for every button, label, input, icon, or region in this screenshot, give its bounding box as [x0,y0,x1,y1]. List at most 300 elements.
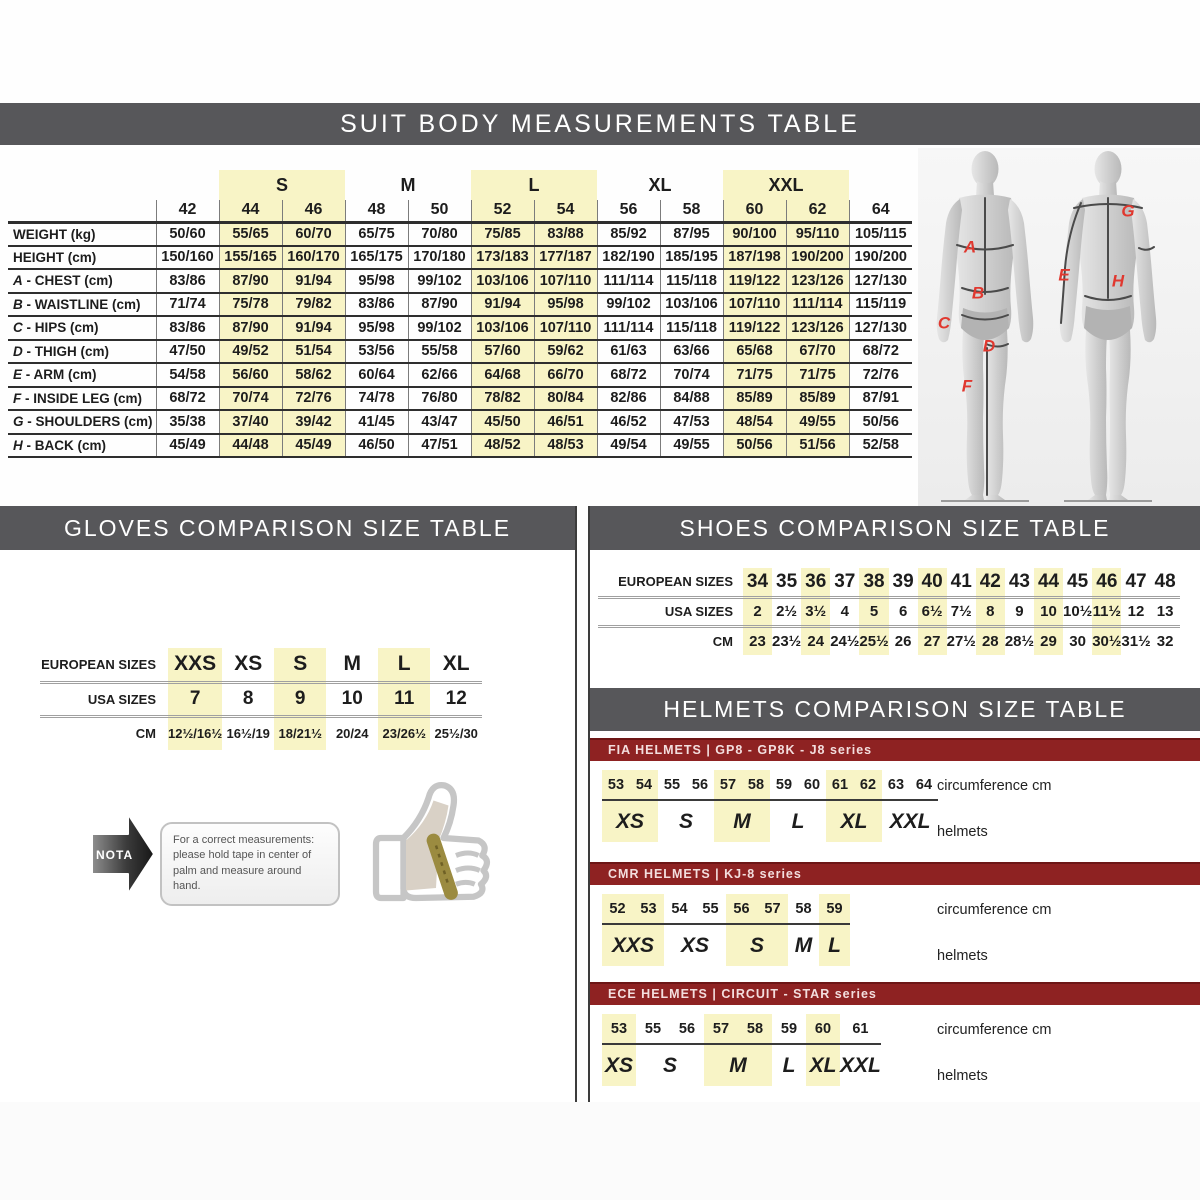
measurement-cell: 187/198 [723,246,786,270]
measurement-cell: 68/72 [156,387,219,411]
measurement-cell: 49/55 [660,434,723,458]
circumference-cell: 60 [806,1014,840,1044]
measurement-cell: 83/86 [345,293,408,317]
measurement-cell: 115/118 [660,316,723,340]
size-cell: 23½ [772,632,802,650]
measure-letter: A [13,273,23,289]
figure-marker-A: A [963,237,977,257]
measurement-cell: 107/110 [723,293,786,317]
circumference-cell: 61 [826,770,854,800]
row-label-cell: D - THIGH (cm) [8,340,156,364]
measurement-cell: 111/114 [597,269,660,293]
helmet-size-cell: S [678,809,693,833]
measurement-cell: 52/58 [849,434,912,458]
measurement-cell: 41/45 [345,410,408,434]
size-cell: 44 [1034,568,1063,597]
size-cell: 35 [772,568,801,597]
size-cell: 32 [1156,632,1174,650]
circumference-cell: 56 [726,894,757,924]
measurement-cell: 53/56 [345,340,408,364]
table-row [602,894,850,924]
size-cell: M [326,648,378,682]
page-bottom-margin [0,1102,1200,1200]
measurement-cell: 123/126 [786,316,849,340]
nota-text: For a correct measurements: please hold tape in center of palm and measure around hand. [160,822,340,906]
measurement-cell: 107/110 [534,316,597,340]
size-cell: 40 [918,568,947,597]
helmet-series-band: FIA HELMETS | GP8 - GP8K - J8 series [590,738,1200,761]
measurement-cell: 58/62 [282,363,345,387]
measurement-cell: 75/78 [219,293,282,317]
measurement-cell: 91/94 [282,269,345,293]
row-label-cell [8,170,156,200]
circumference-cell: 58 [742,770,770,800]
table-row [40,648,482,682]
size-cell: 45 [1063,568,1092,597]
size-cell: 10 [1034,597,1063,626]
measurement-cell: 55/58 [408,340,471,364]
size-cell: 36 [801,568,830,597]
measurement-cell: 165/175 [345,246,408,270]
circumference-cell: 53 [602,1014,636,1044]
measurement-cell: 70/74 [660,363,723,387]
helmet-size-cell: S [726,924,788,966]
measurement-cell: 87/90 [408,293,471,317]
shoes-size-table [598,568,1180,655]
row-label-cell: CM [712,633,733,649]
helmet-size-table [602,894,850,966]
row-label-cell: A - CHEST (cm) [8,269,156,293]
thumb-up-measure-icon [356,768,506,918]
size-cell: 23/26½ [378,716,430,750]
circumference-cell: 62 [854,770,882,800]
measurement-cell: 45/49 [156,434,219,458]
table-row [8,410,912,434]
table-row [8,200,912,222]
measurement-cell: 111/114 [597,316,660,340]
measurement-cell: 68/72 [597,363,660,387]
measurement-cell: 57/60 [471,340,534,364]
measurement-cell: 65/68 [723,340,786,364]
table-row [8,387,912,411]
measurement-cell: 48/53 [534,434,597,458]
measurement-cell: 51/56 [786,434,849,458]
measurement-cell: 170/180 [408,246,471,270]
size-cell: 12 [430,682,482,716]
measurement-cell: 105/115 [849,222,912,246]
size-cell: 48 [1151,568,1180,597]
size-cell: 24½ [830,632,860,650]
measurement-cell: 95/110 [786,222,849,246]
measurement-cell: 115/119 [849,293,912,317]
measurement-cell: 67/70 [786,340,849,364]
size-cell: 48 [345,200,408,222]
circumference-cell: 53 [602,770,630,800]
helmet-size-cell: M [714,800,770,842]
measurement-cell: 71/75 [786,363,849,387]
circumference-cell: 57 [757,894,788,924]
measurement-cell: 78/82 [471,387,534,411]
size-cell: 11½ [1092,597,1121,626]
measurement-cell: 35/38 [156,410,219,434]
size-group-cell: S [219,170,345,200]
circumference-cell: 63 [882,770,910,800]
measurement-cell: 190/200 [849,246,912,270]
measurement-cell: 50/56 [723,434,786,458]
size-cell: 64 [849,200,912,222]
suit-size-table [8,170,912,458]
measurement-cell: 123/126 [786,269,849,293]
helmet-series [590,738,1200,860]
helmet-size-cell: XL [806,1044,840,1086]
size-cell: 29 [1034,626,1063,655]
measurement-cell: 71/74 [156,293,219,317]
measurement-cell: 83/88 [534,222,597,246]
size-cell: 12½/16½ [168,716,222,750]
measurement-cell: 185/195 [660,246,723,270]
row-label-cell: EUROPEAN SIZES [598,568,743,597]
helmet-size-cell: L [782,1053,796,1077]
helmet-size-table [602,770,938,842]
measurement-cell: 87/90 [219,316,282,340]
table-row [602,1014,881,1044]
gloves-panel [0,506,577,1102]
measurement-cell: 177/187 [534,246,597,270]
measurement-cell: 50/60 [156,222,219,246]
size-cell: 62 [786,200,849,222]
measurement-cell: 70/80 [408,222,471,246]
helmet-size-cell: M [704,1044,772,1086]
measurement-cell: 43/47 [408,410,471,434]
size-cell: 10½ [1063,597,1092,626]
table-row [602,924,850,966]
circumference-cell: 60 [798,770,826,800]
measurement-cell: 48/54 [723,410,786,434]
helmet-size-cell: XXS [602,924,664,966]
size-cell: 12 [1121,597,1150,626]
helmet-size-cell: XS [680,933,709,957]
table-row [602,770,938,800]
helmet-size-table [602,1014,881,1086]
measurement-cell: 87/95 [660,222,723,246]
measurement-cell: 85/89 [786,387,849,411]
measurement-cell: 47/50 [156,340,219,364]
measurement-cell: 83/86 [156,269,219,293]
row-label-cell: C - HIPS (cm) [8,316,156,340]
size-cell: 58 [660,200,723,222]
size-cell: 23 [743,626,772,655]
figure-marker-E: E [1058,265,1070,285]
measurement-cell: 99/102 [597,293,660,317]
figure-front [925,148,1045,505]
size-cell: 20/24 [335,726,369,742]
circumference-cell: 56 [670,1014,704,1044]
measurement-cell: 99/102 [408,269,471,293]
table-row [598,626,1180,655]
figure-marker-G: G [1121,201,1135,221]
circumference-cell: 61 [840,1014,881,1044]
measurement-cell: 83/86 [156,316,219,340]
measurement-cell: 74/78 [345,387,408,411]
circumference-cell: 54 [630,770,658,800]
measure-letter: H [13,437,23,453]
measurement-cell: 64/68 [471,363,534,387]
size-cell: 50 [408,200,471,222]
size-cell: 60 [723,200,786,222]
size-cell: 27½ [946,632,976,650]
size-cell: 13 [1151,597,1180,626]
measurement-cell: 127/130 [849,269,912,293]
measurement-cell: 46/51 [534,410,597,434]
helmets-label: helmets [937,948,988,964]
measurement-cell: 48/52 [471,434,534,458]
measurement-cell: 49/52 [219,340,282,364]
table-row [8,293,912,317]
measurement-cell: 150/160 [156,246,219,270]
helmet-size-cell: XS [602,800,658,842]
size-cell: 16½/19 [226,726,270,742]
row-label-cell: B - WAISTLINE (cm) [8,293,156,317]
helmets-label: helmets [937,1068,988,1084]
measurement-cell: 182/190 [597,246,660,270]
measurement-cell: 95/98 [345,269,408,293]
table-row [40,682,482,716]
measurement-cell: 127/130 [849,316,912,340]
size-cell: 25½ [859,626,888,655]
measure-letter: E [13,367,23,383]
circumference-cell: 58 [788,894,819,924]
table-row [598,597,1180,626]
size-cell: 9 [274,682,326,716]
row-label-cell: E - ARM (cm) [8,363,156,387]
table-row [8,170,912,200]
circumference-cell: 57 [714,770,742,800]
size-cell: 37 [830,568,859,597]
helmets-table-title: HELMETS COMPARISON SIZE TABLE [590,688,1200,731]
row-label-cell: F - INSIDE LEG (cm) [8,387,156,411]
table-row [8,340,912,364]
measurement-cell: 111/114 [786,293,849,317]
circumference-cell: 54 [664,894,695,924]
size-cell: L [378,648,430,682]
measurement-cell: 115/118 [660,269,723,293]
helmet-size-cell: XXL [840,1053,881,1077]
measurement-cell: 72/76 [282,387,345,411]
circumference-label: circumference cm [937,902,1052,918]
size-cell: 30½ [1092,626,1121,655]
size-cell: 27 [918,626,947,655]
size-group-cell [156,170,219,200]
measurement-cell: 190/200 [786,246,849,270]
row-label-cell: CM [135,726,156,742]
circumference-cell: 55 [658,770,686,800]
size-cell: 28½ [1004,632,1035,650]
measurement-cell: 84/88 [660,387,723,411]
measurement-cell: 87/91 [849,387,912,411]
helmets-label: helmets [937,824,988,840]
size-cell: 34 [743,568,772,597]
size-cell: 26 [894,632,912,650]
circumference-label: circumference cm [937,778,1052,794]
size-cell: 25½/30 [434,726,478,742]
measurement-cell: 95/98 [345,316,408,340]
measurement-cell: 91/94 [471,293,534,317]
row-label-cell: USA SIZES [598,597,743,626]
circumference-cell: 56 [686,770,714,800]
table-row [8,246,912,270]
row-label-cell: G - SHOULDERS (cm) [8,410,156,434]
row-label-cell: H - BACK (cm) [8,434,156,458]
table-row [8,222,912,246]
row-label-cell: HEIGHT (cm) [8,246,156,270]
size-cell: XS [222,648,274,682]
size-cell: 46 [282,200,345,222]
measurement-cell: 76/80 [408,387,471,411]
measurement-cell: 61/63 [597,340,660,364]
measurement-cell: 51/54 [282,340,345,364]
size-cell: 3½ [801,597,830,626]
size-cell: 24 [801,626,830,655]
measurement-cell: 103/106 [471,269,534,293]
measurement-cell: 75/85 [471,222,534,246]
size-cell: 47 [1121,568,1150,597]
measurement-cell: 37/40 [219,410,282,434]
measurement-cell: 95/98 [534,293,597,317]
measurement-cell: 72/76 [849,363,912,387]
measurement-cell: 65/75 [345,222,408,246]
circumference-cell: 64 [910,770,938,800]
measurement-cell: 39/42 [282,410,345,434]
table-row [8,363,912,387]
measurement-cell: 99/102 [408,316,471,340]
size-cell: XL [430,648,482,682]
measurement-cell: 173/183 [471,246,534,270]
measurement-cell: 85/92 [597,222,660,246]
measurement-cell: 54/58 [156,363,219,387]
helmet-series-band: ECE HELMETS | CIRCUIT - STAR series [590,982,1200,1005]
measurement-cell: 85/89 [723,387,786,411]
size-cell: 7 [168,682,222,716]
measurement-cell: 55/65 [219,222,282,246]
helmet-series-band: CMR HELMETS | KJ-8 series [590,862,1200,885]
measurement-cell: 91/94 [282,316,345,340]
size-cell: 41 [947,568,976,597]
figure-marker-B: B [971,283,985,303]
size-cell: 38 [859,568,888,597]
measure-letter: F [13,390,22,406]
row-label-cell: EUROPEAN SIZES [40,648,168,682]
measurement-cell: 119/122 [723,269,786,293]
size-cell: 44 [219,200,282,222]
circumference-label: circumference cm [937,1022,1052,1038]
figure-back [1048,148,1168,505]
measure-letter: C [13,320,23,336]
size-group-cell: XXL [723,170,849,200]
row-label-cell: WEIGHT (kg) [8,222,156,246]
size-cell: 8 [222,682,274,716]
measurement-cell: 45/49 [282,434,345,458]
measurement-cell: 82/86 [597,387,660,411]
size-cell: 43 [1005,568,1034,597]
size-cell: 56 [597,200,660,222]
size-cell: 2½ [772,597,801,626]
helmet-size-cell: L [791,809,805,833]
measurement-cell: 62/66 [408,363,471,387]
measurement-cell: 46/50 [345,434,408,458]
measurement-cell: 49/55 [786,410,849,434]
measurement-cell: 47/53 [660,410,723,434]
measurement-cell: 50/56 [849,410,912,434]
measurement-cell: 47/51 [408,434,471,458]
helmet-series [590,862,1200,984]
table-row [602,800,938,842]
helmet-series [590,982,1200,1104]
measurement-cell: 60/70 [282,222,345,246]
measurement-cell: 87/90 [219,269,282,293]
size-cell: 5 [859,597,888,626]
size-cell: 11 [378,682,430,716]
figure-marker-H: H [1111,271,1125,291]
size-cell: 28 [976,626,1005,655]
measurement-cell: 79/82 [282,293,345,317]
size-group-cell: L [471,170,597,200]
circumference-cell: 55 [695,894,726,924]
measurement-cell: 59/62 [534,340,597,364]
size-cell: 6 [889,597,918,626]
table-row [8,434,912,458]
figure-marker-D: D [982,336,996,356]
table-row [602,1044,881,1086]
measurement-cell: 71/75 [723,363,786,387]
size-cell: XXS [168,648,222,682]
measure-letter: D [13,343,23,359]
size-cell: 42 [976,568,1005,597]
nota-label: NOTA [96,848,134,862]
measurement-cell: 107/110 [534,269,597,293]
size-group-cell: M [400,174,416,195]
measurement-cell: 46/52 [597,410,660,434]
size-cell: 4 [830,597,859,626]
size-cell: S [274,648,326,682]
table-row [8,316,912,340]
size-cell: 54 [534,200,597,222]
measurement-cell: 103/106 [471,316,534,340]
row-label-cell: USA SIZES [40,682,168,716]
size-cell: 46 [1092,568,1121,597]
measurement-cell: 160/170 [282,246,345,270]
helmet-size-cell: S [662,1053,677,1077]
circumference-cell: 59 [770,770,798,800]
table-row [8,269,912,293]
measurement-cell: 155/165 [219,246,282,270]
helmet-size-cell: M [794,933,813,957]
measurement-cell: 70/74 [219,387,282,411]
helmet-size-cell: XXL [889,809,931,833]
circumference-cell: 52 [602,894,633,924]
size-group-cell: XL [648,174,672,195]
size-cell: 7½ [947,597,976,626]
size-cell: 39 [889,568,918,597]
helmet-size-cell: L [819,924,850,966]
size-cell: 31½ [1121,632,1151,650]
measurement-cell: 90/100 [723,222,786,246]
shoes-table-title: SHOES COMPARISON SIZE TABLE [590,506,1200,550]
size-cell: 30 [1069,632,1086,650]
circumference-cell: 58 [738,1014,772,1044]
size-cell: 18/21½ [274,716,326,750]
size-cell: 2 [743,597,772,626]
suit-table-title: SUIT BODY MEASUREMENTS TABLE [0,103,1200,145]
